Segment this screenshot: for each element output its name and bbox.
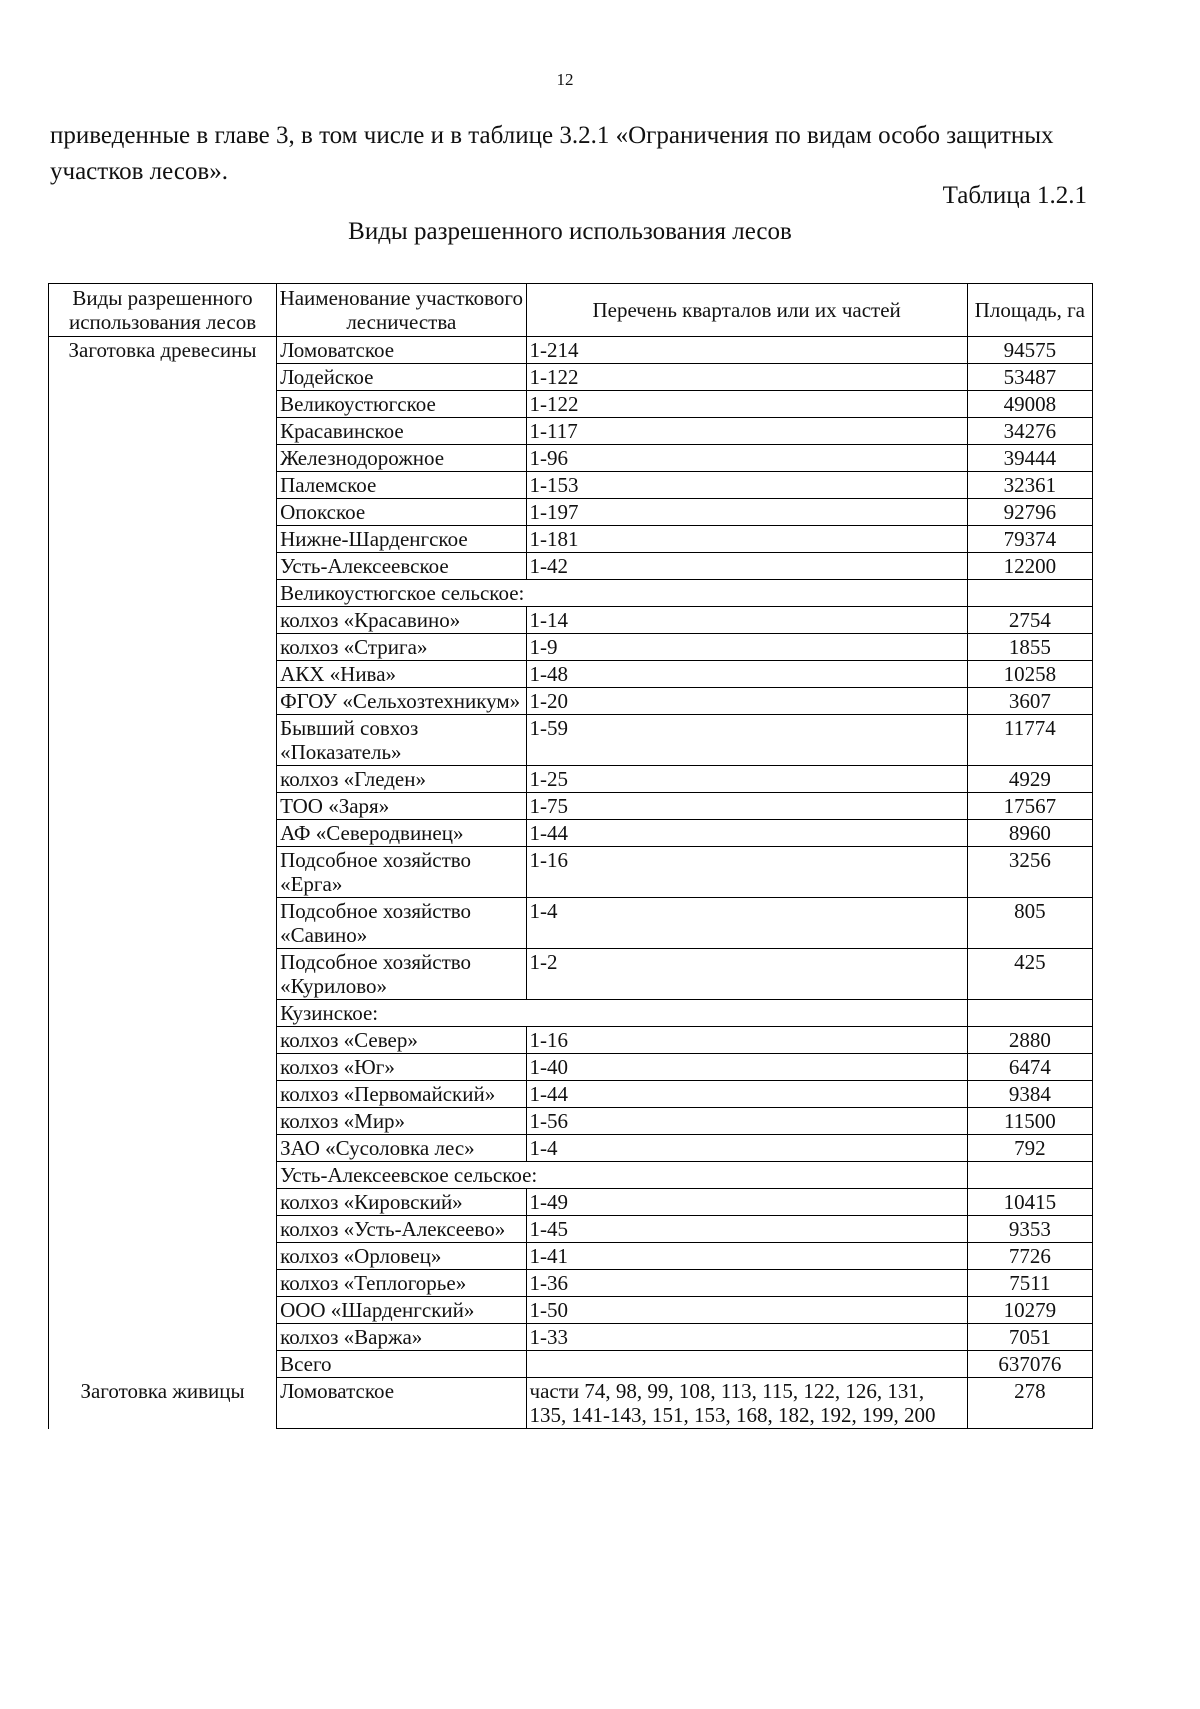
quarters-cell: 1-2: [526, 949, 967, 1000]
use-type-cell: Заготовка древесины: [49, 337, 277, 1378]
quarters-cell: 1-25: [526, 766, 967, 793]
forestry-name-cell: колхоз «Варжа»: [277, 1324, 526, 1351]
forestry-name-cell: колхоз «Усть-Алексеево»: [277, 1216, 526, 1243]
quarters-cell: 1-16: [526, 1027, 967, 1054]
header-use-type: Виды разрешенного использования лесов: [49, 284, 277, 337]
area-cell: 7726: [967, 1243, 1092, 1270]
table-label: Таблица 1.2.1: [942, 182, 1087, 209]
area-cell: 10415: [967, 1189, 1092, 1216]
forestry-name-cell: колхоз «Первомайский»: [277, 1081, 526, 1108]
forestry-name-cell: колхоз «Гледен»: [277, 766, 526, 793]
quarters-cell: 1-16: [526, 847, 967, 898]
forestry-name-cell: колхоз «Стрига»: [277, 634, 526, 661]
area-cell: 17567: [967, 793, 1092, 820]
forestry-name-cell: Красавинское: [277, 418, 526, 445]
forestry-name-cell: Великоустюгское: [277, 391, 526, 418]
subheader-cell: Кузинское:: [277, 1000, 968, 1027]
quarters-cell: 1-181: [526, 526, 967, 553]
intro-paragraph: приведенные в главе 3, в том числе и в таблице 3.2.1 «Ограничения по видам особо защитных участков лесов».: [50, 122, 1054, 185]
area-cell: 805: [967, 898, 1092, 949]
forestry-name-cell: ООО «Шарденгский»: [277, 1297, 526, 1324]
quarters-cell: 1-44: [526, 1081, 967, 1108]
quarters-cell: 1-214: [526, 337, 967, 364]
area-cell: 11774: [967, 715, 1092, 766]
quarters-cell: 1-48: [526, 661, 967, 688]
forestry-name-cell: колхоз «Красавино»: [277, 607, 526, 634]
quarters-cell: 1-56: [526, 1108, 967, 1135]
forestry-name-cell: ЗАО «Сусоловка лес»: [277, 1135, 526, 1162]
quarters-cell: 1-44: [526, 820, 967, 847]
area-cell: 8960: [967, 820, 1092, 847]
quarters-cell: 1-122: [526, 391, 967, 418]
quarters-cell: 1-20: [526, 688, 967, 715]
area-cell: 6474: [967, 1054, 1092, 1081]
quarters-cell: 1-75: [526, 793, 967, 820]
area-cell: 53487: [967, 364, 1092, 391]
quarters-cell: 1-9: [526, 634, 967, 661]
quarters-cell: 1-36: [526, 1270, 967, 1297]
area-cell: 637076: [967, 1351, 1092, 1378]
forestry-name-cell: Лодейское: [277, 364, 526, 391]
forestry-name-cell: колхоз «Кировский»: [277, 1189, 526, 1216]
forestry-name-cell: колхоз «Теплогорье»: [277, 1270, 526, 1297]
area-cell: 34276: [967, 418, 1092, 445]
table-title: Виды разрешенного использования лесов: [348, 218, 792, 245]
area-cell: [967, 580, 1092, 607]
forestry-name-cell: колхоз «Юг»: [277, 1054, 526, 1081]
area-cell: [967, 1162, 1092, 1189]
quarters-cell: 1-42: [526, 553, 967, 580]
area-cell: 9353: [967, 1216, 1092, 1243]
forestry-name-cell: Усть-Алексеевское: [277, 553, 526, 580]
quarters-cell: 1-33: [526, 1324, 967, 1351]
forestry-name-cell: Бывший совхоз «Показатель»: [277, 715, 526, 766]
header-quarters: Перечень кварталов или их частей: [526, 284, 967, 337]
forestry-name-cell: Подсобное хозяйство «Савино»: [277, 898, 526, 949]
area-cell: 7051: [967, 1324, 1092, 1351]
table-body: [49, 337, 1093, 1429]
forest-use-table: [48, 283, 1093, 1429]
area-cell: 79374: [967, 526, 1092, 553]
quarters-cell: 1-14: [526, 607, 967, 634]
table-row: [49, 1378, 1093, 1429]
area-cell: 39444: [967, 445, 1092, 472]
area-cell: [967, 1000, 1092, 1027]
quarters-cell: 1-40: [526, 1054, 967, 1081]
quarters-cell: 1-153: [526, 472, 967, 499]
area-cell: 425: [967, 949, 1092, 1000]
quarters-cell: [526, 1351, 967, 1378]
table-row: [49, 337, 1093, 364]
area-cell: 9384: [967, 1081, 1092, 1108]
forestry-name-cell: Палемское: [277, 472, 526, 499]
area-cell: 2880: [967, 1027, 1092, 1054]
area-cell: 10258: [967, 661, 1092, 688]
quarters-cell: 1-197: [526, 499, 967, 526]
forestry-name-cell: Опокское: [277, 499, 526, 526]
quarters-cell: части 74, 98, 99, 108, 113, 115, 122, 126, 131, 135, 141-143, 151, 153, 168, 182, 192, 199, 200: [526, 1378, 967, 1429]
quarters-cell: 1-96: [526, 445, 967, 472]
area-cell: 3607: [967, 688, 1092, 715]
table-header-row: [49, 284, 1093, 337]
area-cell: 792: [967, 1135, 1092, 1162]
forestry-name-cell: Железнодорожное: [277, 445, 526, 472]
quarters-cell: 1-50: [526, 1297, 967, 1324]
use-type-cell: Заготовка живицы: [49, 1378, 277, 1429]
subheader-cell: Великоустюгское сельское:: [277, 580, 968, 607]
quarters-cell: 1-122: [526, 364, 967, 391]
forestry-name-cell: колхоз «Мир»: [277, 1108, 526, 1135]
area-cell: 3256: [967, 847, 1092, 898]
forestry-name-cell: Ломоватское: [277, 337, 526, 364]
forestry-name-cell: Подсобное хозяйство «Курилово»: [277, 949, 526, 1000]
quarters-cell: 1-4: [526, 1135, 967, 1162]
forestry-name-cell: Ломоватское: [277, 1378, 526, 1429]
header-area: Площадь, га: [967, 284, 1092, 337]
quarters-cell: 1-49: [526, 1189, 967, 1216]
forestry-name-cell: Подсобное хозяйство «Ерга»: [277, 847, 526, 898]
quarters-cell: 1-45: [526, 1216, 967, 1243]
area-cell: 4929: [967, 766, 1092, 793]
area-cell: 11500: [967, 1108, 1092, 1135]
area-cell: 49008: [967, 391, 1092, 418]
quarters-cell: 1-117: [526, 418, 967, 445]
page-number: 12: [556, 70, 574, 89]
forestry-name-cell: колхоз «Орловец»: [277, 1243, 526, 1270]
forestry-name-cell: АФ «Северодвинец»: [277, 820, 526, 847]
forestry-name-cell: Нижне-Шарденгское: [277, 526, 526, 553]
quarters-cell: 1-59: [526, 715, 967, 766]
forestry-name-cell: ФГОУ «Сельхозтехникум»: [277, 688, 526, 715]
area-cell: 278: [967, 1378, 1092, 1429]
quarters-cell: 1-4: [526, 898, 967, 949]
forestry-name-cell: колхоз «Север»: [277, 1027, 526, 1054]
area-cell: 2754: [967, 607, 1092, 634]
forestry-name-cell: Всего: [277, 1351, 526, 1378]
header-forestry: Наименование участкового лесничества: [277, 284, 526, 337]
area-cell: 32361: [967, 472, 1092, 499]
forestry-name-cell: ТОО «Заря»: [277, 793, 526, 820]
area-cell: 10279: [967, 1297, 1092, 1324]
subheader-cell: Усть-Алексеевское сельское:: [277, 1162, 968, 1189]
forestry-name-cell: АКХ «Нива»: [277, 661, 526, 688]
area-cell: 92796: [967, 499, 1092, 526]
area-cell: 7511: [967, 1270, 1092, 1297]
area-cell: 12200: [967, 553, 1092, 580]
area-cell: 1855: [967, 634, 1092, 661]
area-cell: 94575: [967, 337, 1092, 364]
quarters-cell: 1-41: [526, 1243, 967, 1270]
